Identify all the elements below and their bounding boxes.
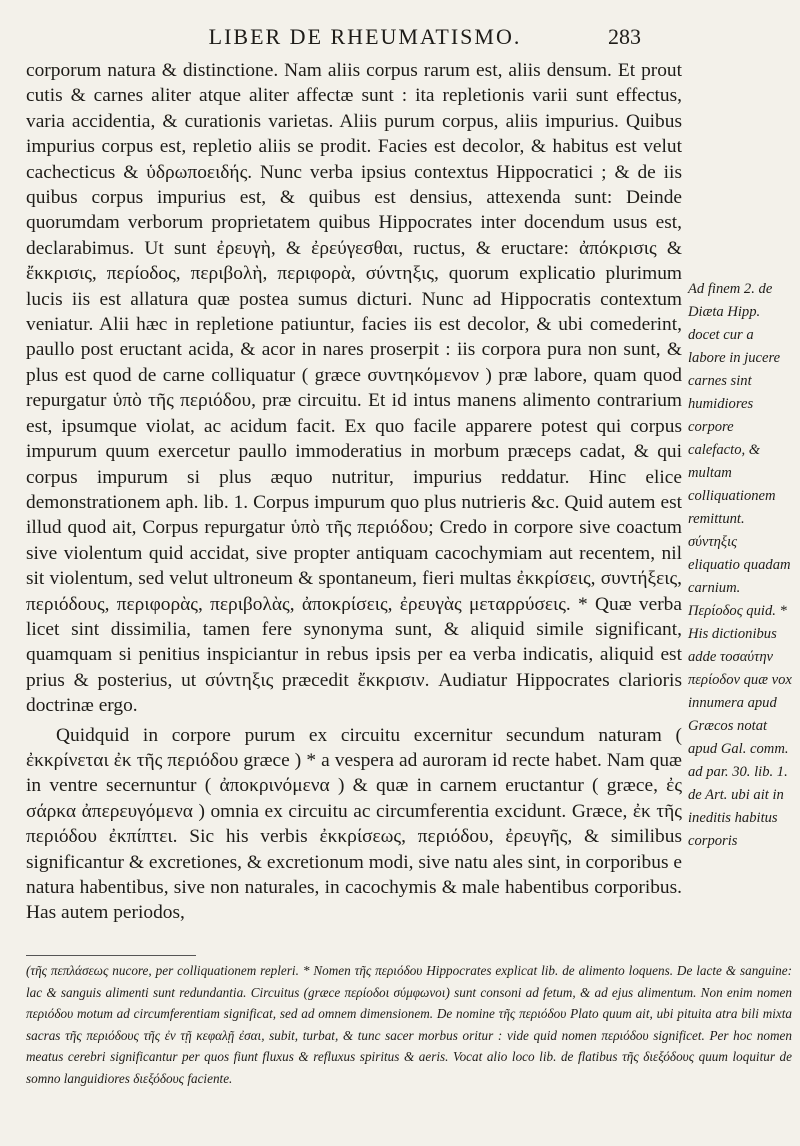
- body-paragraph: corporum natura & distinctione. Nam aliis corpus rarum est, aliis densum. Et prout cutis & carnes aliter atque aliter affectæ sunt : ita repletionis varii sunt effectus, varia accidentia, & curationis varietas. Aliis purum corpus, aliis impurius. Quibus impurius corpus est, repletio aliis se prodit. Facies est decolor, & habitus est velut cachecticus & ὑδρωποειδής. Nunc verba ipsius contextus Hippocratici ; & de iis quibus corpus impurius est, & quibus est densius, attexenda sunt: Deinde quorumdam verborum proprietatem quibus Hippocrates inter docendum usus est, declarabimus. Ut sunt ἐρευγὴ, & ἐρεύγεσθαι, ructus, & eructare: ἀπόκρισις & ἔκκρισις, περίοδος, περιβολὴ, περιφορὰ, σύντηξις, quorum explicatio plurimum lucis iis est allatura quæ postea sumus dicturi. Nunc ad Hippocratis contextum veniatur. Alii hæc in repletione patiuntur, facies iis est decolor, & ubi comederint, paullo post eructant acida, & acor in nares proserpit : iis corpora pura non sunt, & plus est quod de carne colliquatur ( græce συντηκόμενον ) præ labore, quam quod repurgatur ὑπὸ τῆς περιόδου, præ circuitu. Et id intus manens alimento contrarium est, ipsumque violat, ac acidum facit. Ex quo facile apparere potest qui corpus impurum quum exercetur paullo immoderatius in morbum præceps cadat, & qui corpus impurum si plus æquo nutritur, impurius reddatur. Hinc elice demonstrationem aph. lib. 1. Corpus impurum quo plus nutrieris &c. Quid autem est illud quod ait, Corpus repurgatur ὑπὸ τῆς περιόδου; Credo in corpore sive coactum sive violentum quid accidat, sive propter antiquam cacochymiam aut recentem, nil sit violentum, sed velut ultroneum & spontaneum, fieri multas ἐκκρίσεις, συντήξεις, περιόδους, περιφορὰς, περιβολὰς, ἀποκρίσεις, ἐρευγὰς μεταρρύσεις. * Quæ verba licet sint dissimilia, tamen fere synonyma sunt, & aliquid simile significant, quamquam si penitius inspiciantur in rebus ipsis per ea verba indicatis, aliquid est prius & posterius, ut σύντηξις præcedit ἔκκρισιν. Audiatur Hippocrates clarioris doctrinæ ergo.: [26, 60, 682, 717]
- page-header: [0, 24, 800, 52]
- margin-note: Ad finem 2. de Diæta Hipp. docet cur a labore in jucere carnes sint humidiores corpore calefacto, & multam colliquationem remittunt. σύντηξις eliquatio quadam carnium. Περίοδος quid. * His dictionibus adde τοσαύτην περίοδον quæ vox innumera apud Græcos notat apud Gal. comm. ad par. 30. lib. 1. de Art. ubi ait in ineditis habitus corporis: [688, 281, 792, 849]
- footnote-divider: [26, 955, 196, 956]
- running-head: LIBER DE RHEUMATISMO.: [208, 24, 522, 49]
- body-paragraph: Quidquid in corpore purum ex circuitu excernitur secundum naturam ( ἐκκρίνεται ἐκ τῆς περιόδου græce ) * a vespera ad auroram id recte habet. Nam quæ in ventre secernuntur ( ἀποκρινόμενα ) & quæ in carnem eructantur ( græce, ἐς σάρκα ἀπερευγόμενα ) omnia ex circuitu ac circumferentia excidunt. Græce, ἐκ τῆς περιόδου ἐκπίπτει. Sic his verbis ἐκκρίσεως, περιόδου, ἐρευγῆς, & similibus significantur & excretiones, & excretionum modi, sive natu ales sint, in corporibus e natura habentibus, sive non naturales, in cacochymis & male habentibus corporibus. Has autem periodos,: [26, 724, 682, 924]
- main-text: [26, 58, 682, 926]
- footnote: (τῆς πεπλάσεως nucore, per colliquationem repleri. * Nomen τῆς περιόδου Hippocrates explicat lib. de alimento loquens. De lacte & sanguine: lac & sanguis alimenti sunt redundantia. Circuitus (græce περίοδοι σύμφωνοι) sunt consoni ad fetum, & ad ejus alimentum. Non enim nomen περιόδου motum ad circumferentiam significat, sed ad omnem dimensionem. De nomine τῆς περιόδου Plato quum ait, ubi pituita atra bili mixta sacras τῆς περιόδους τῆς ἐν τῇ κεφαλῇ ἐσαι, subit, turbat, & tunc sacer morbus oritur : vide quid nomen περιόδου significet. Per hoc nomen meatus cerebri significantur per quos fiunt fluxus & refluxus spiritus & aeris. Vocat alio loco lib. de flatibus τῆς διεξόδους quum loquitur de somno languidiores διεξόδους faciente.: [26, 963, 792, 1086]
- page-number: 283: [608, 24, 641, 49]
